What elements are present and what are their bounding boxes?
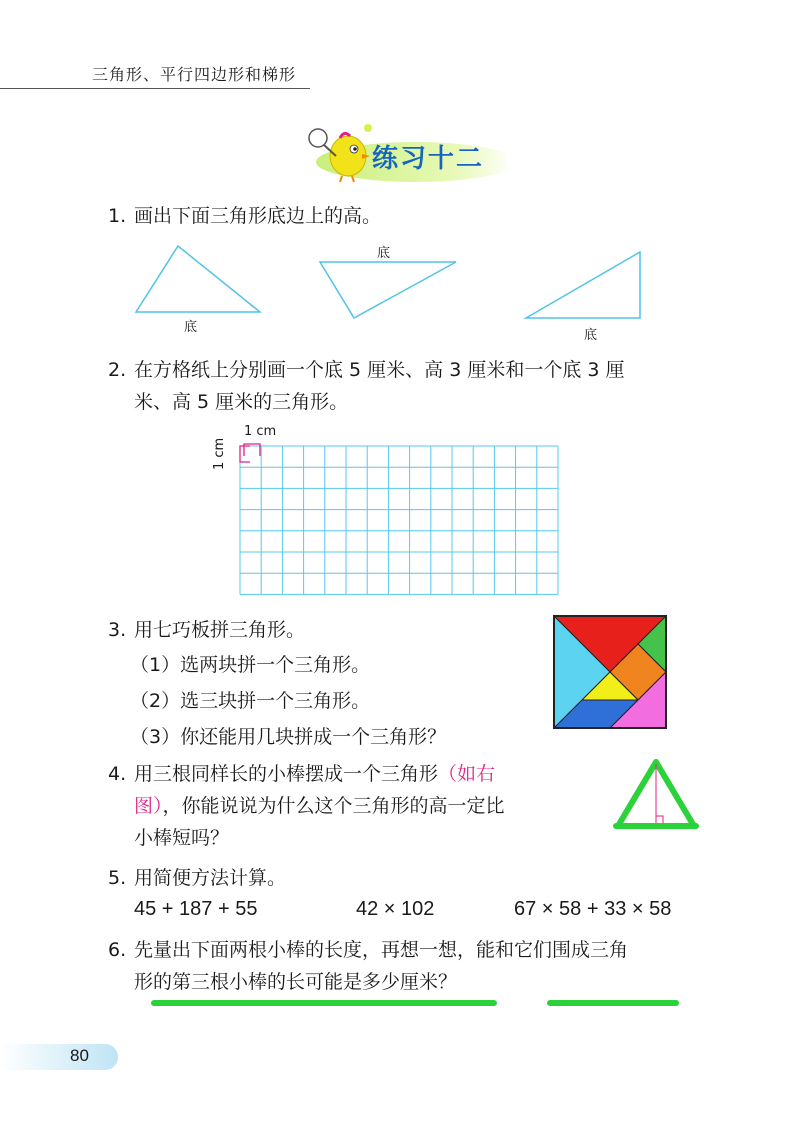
exercise-title: 练习十二 (372, 144, 485, 174)
expression-3: 67 × 58 + 33 × 58 (514, 898, 672, 920)
stick-triangle-figure (608, 756, 704, 836)
chapter-title: 三角形、平行四边形和梯形 (92, 65, 297, 84)
grid-unit-label-side: 1 cm (212, 437, 227, 470)
q3-item-3: （3）你还能用几块拼成一个三角形？ (130, 726, 447, 748)
measure-sticks (148, 996, 688, 1010)
question-text-line2: ，你能说说为什么这个三角形的高一定比 (162, 795, 505, 817)
question-number: 2. (108, 359, 127, 381)
header-rule (0, 88, 310, 89)
question-text-line2: 形的第三根小棒的长可能是多少厘米？ (134, 971, 458, 993)
question-number: 6. (108, 939, 127, 961)
question-text: 用七巧板拼三角形。 (134, 619, 306, 641)
triangle-2 (320, 262, 456, 318)
page-number: 80 (70, 1046, 89, 1065)
page-number-tab (0, 1044, 118, 1070)
question-text-line1: 先量出下面两根小棒的长度，再想一想，能和它们围成三角 (134, 939, 629, 961)
question-3 (108, 614, 305, 646)
question-number: 4. (108, 763, 127, 785)
figure-reference: （如右 (438, 763, 496, 785)
unit-brace-side (240, 446, 250, 462)
question-number: 3. (108, 619, 127, 641)
right-angle-mark (656, 816, 663, 823)
question-text: 用简便方法计算。 (134, 867, 287, 889)
tangram-square (552, 614, 668, 730)
question-text-line3: 小棒短吗？ (134, 827, 230, 849)
stick-left (618, 762, 656, 826)
question-2 (108, 354, 708, 418)
q3-item-2: （2）选三块拼一个三角形。 (130, 690, 371, 712)
question-6 (108, 934, 708, 998)
question-text-line1: 用三根同样长的小棒摆成一个三角形 (134, 763, 439, 785)
question-text-line1: 在方格纸上分别画一个底 5 厘米、高 3 厘米和一个底 3 厘 (134, 359, 625, 381)
expression-2: 42 × 102 (356, 898, 435, 920)
question-1 (108, 200, 381, 232)
expression-1: 45 + 187 + 55 (134, 898, 258, 920)
question-number: 5. (108, 867, 127, 889)
grid-paper (236, 440, 566, 600)
question-text: 画出下面三角形底边上的高。 (134, 205, 382, 227)
question-5 (108, 862, 286, 894)
grid-lines (240, 446, 558, 594)
question-text-line2: 米、高 5 厘米的三角形。 (134, 391, 349, 413)
grid-unit-label-top: 1 cm (244, 424, 277, 439)
triangles-figure (130, 240, 660, 344)
question-number: 1. (108, 205, 127, 227)
base-label-2: 底 (377, 246, 391, 261)
question-4 (108, 758, 588, 854)
figure-reference-end: 图） (134, 795, 163, 817)
q3-item-1: （1）选两块拼一个三角形。 (130, 654, 371, 676)
base-label-3: 底 (584, 328, 598, 343)
base-label-1: 底 (184, 320, 198, 335)
triangle-3 (526, 252, 640, 318)
triangle-1 (136, 246, 260, 312)
